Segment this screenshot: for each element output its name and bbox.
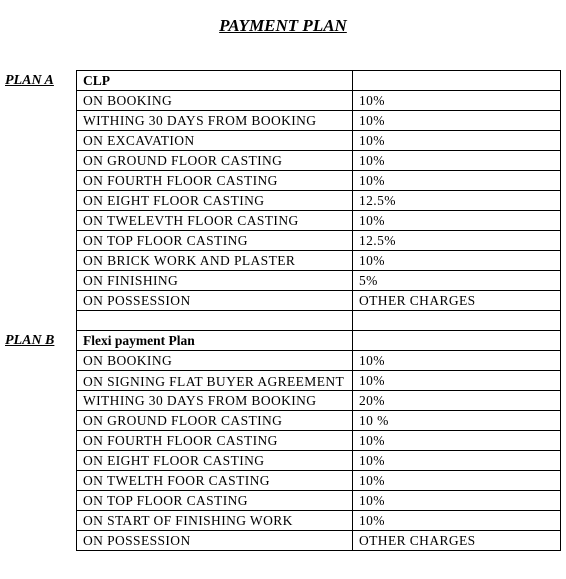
table-row	[77, 431, 561, 451]
plan-b-label: PLAN B	[5, 333, 55, 348]
table-row	[77, 371, 561, 391]
table-row	[77, 111, 561, 131]
stage-cell: ON START OF FINISHING WORK	[77, 511, 353, 531]
amount-cell: 10%	[353, 211, 561, 231]
stage-cell: ON POSSESSION	[77, 291, 353, 311]
amount-cell: 5%	[353, 271, 561, 291]
stage-cell: ON GROUND FLOOR CASTING	[77, 411, 353, 431]
table-row	[77, 451, 561, 471]
stage-cell: ON BOOKING	[77, 91, 353, 111]
amount-cell: 10%	[353, 91, 561, 111]
table-row	[77, 251, 561, 271]
amount-cell: 10%	[353, 511, 561, 531]
amount-cell: 10%	[353, 111, 561, 131]
amount-cell: 10%	[353, 131, 561, 151]
stage-cell: ON TWELTH FOOR CASTING	[77, 471, 353, 491]
table-row	[77, 211, 561, 231]
stage-cell: ON EXCAVATION	[77, 131, 353, 151]
amount-cell: 10%	[353, 151, 561, 171]
plan-b-header-row	[77, 331, 561, 351]
payment-plan-table	[76, 70, 561, 551]
table-row	[77, 131, 561, 151]
stage-cell: ON EIGHT FLOOR CASTING	[77, 191, 353, 211]
table-row	[77, 491, 561, 511]
spacer-cell	[353, 311, 561, 331]
stage-cell: ON BRICK WORK AND PLASTER	[77, 251, 353, 271]
amount-cell: 20%	[353, 391, 561, 411]
amount-cell: 10%	[353, 351, 561, 371]
table-row	[77, 271, 561, 291]
payment-plan-table-body	[77, 71, 561, 551]
stage-cell: ON FOURTH FLOOR CASTING	[77, 431, 353, 451]
stage-cell: ON SIGNING FLAT BUYER AGREEMENT	[77, 371, 353, 391]
table-row	[77, 151, 561, 171]
table-row	[77, 231, 561, 251]
amount-cell: 10%	[353, 491, 561, 511]
amount-cell: 12.5%	[353, 191, 561, 211]
plan-a-label: PLAN A	[5, 73, 54, 88]
table-row	[77, 291, 561, 311]
plan-b-header: Flexi payment Plan	[77, 331, 353, 351]
table-row	[77, 411, 561, 431]
stage-cell: ON POSSESSION	[77, 531, 353, 551]
amount-cell: 12.5%	[353, 231, 561, 251]
spacer-row	[77, 311, 561, 331]
table-row	[77, 531, 561, 551]
amount-cell: 10%	[353, 171, 561, 191]
plan-b-header-blank	[353, 331, 561, 351]
table-row	[77, 171, 561, 191]
amount-cell: 10%	[353, 371, 561, 391]
table-row	[77, 511, 561, 531]
stage-cell: WITHING 30 DAYS FROM BOOKING	[77, 111, 353, 131]
plan-a-header-row	[77, 71, 561, 91]
stage-cell: ON TOP FLOOR CASTING	[77, 491, 353, 511]
amount-cell: 10%	[353, 431, 561, 451]
stage-cell: ON BOOKING	[77, 351, 353, 371]
stage-cell: ON GROUND FLOOR CASTING	[77, 151, 353, 171]
stage-cell: ON TOP FLOOR CASTING	[77, 231, 353, 251]
stage-cell: ON FOURTH FLOOR CASTING	[77, 171, 353, 191]
table-row	[77, 191, 561, 211]
amount-cell: 10 %	[353, 411, 561, 431]
amount-cell: 10%	[353, 451, 561, 471]
table-row	[77, 471, 561, 491]
plan-a-header-blank	[353, 71, 561, 91]
amount-cell: OTHER CHARGES	[353, 531, 561, 551]
spacer-cell	[77, 311, 353, 331]
amount-cell: 10%	[353, 471, 561, 491]
amount-cell: 10%	[353, 251, 561, 271]
plan-a-header: CLP	[77, 71, 353, 91]
stage-cell: ON FINISHING	[77, 271, 353, 291]
stage-cell: ON EIGHT FLOOR CASTING	[77, 451, 353, 471]
table-row	[77, 391, 561, 411]
table-row	[77, 91, 561, 111]
amount-cell: OTHER CHARGES	[353, 291, 561, 311]
stage-cell: ON TWELEVTH FLOOR CASTING	[77, 211, 353, 231]
table-row	[77, 351, 561, 371]
stage-cell: WITHING 30 DAYS FROM BOOKING	[77, 391, 353, 411]
page-title: PAYMENT PLAN	[219, 16, 347, 35]
